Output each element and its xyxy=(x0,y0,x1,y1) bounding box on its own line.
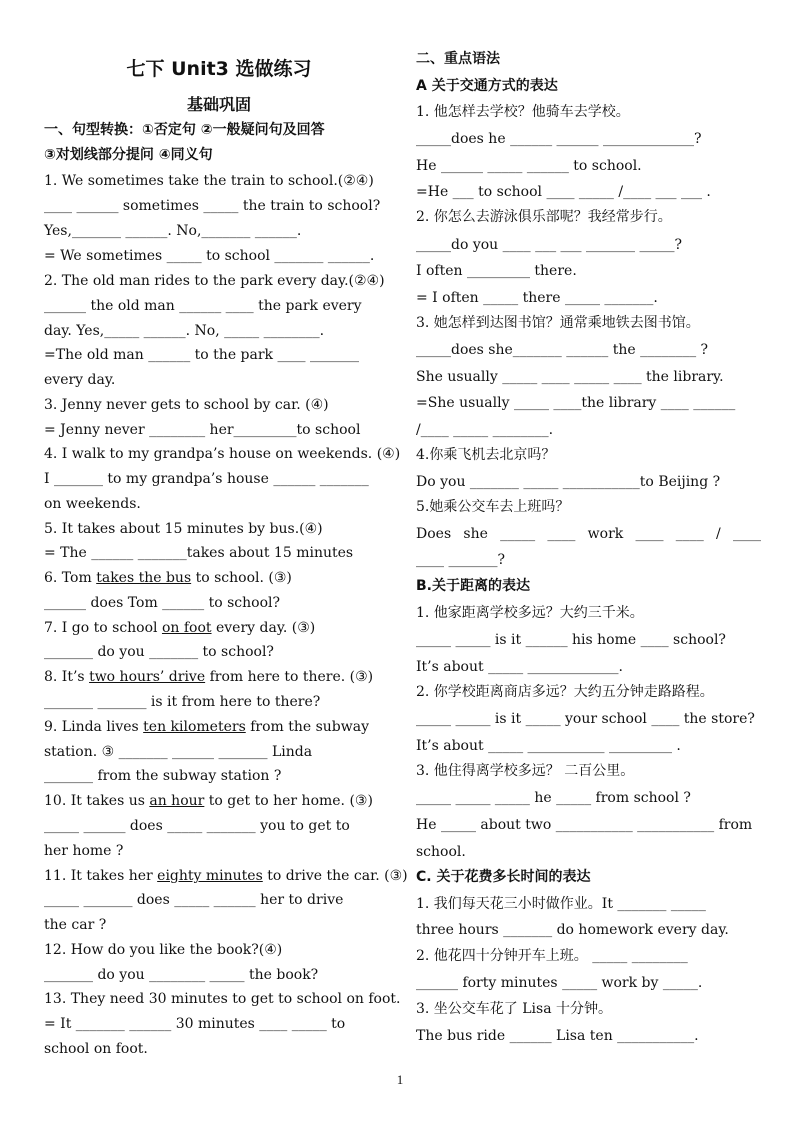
q10-prompt: 10. It takes us an hour to get to her home. (③) xyxy=(44,793,373,809)
a2-prompt: 2. 你怎么去游泳俱乐部呢？我经常步行。 xyxy=(416,209,672,225)
q1-prompt: 1. We sometimes take the train to school.(②④) xyxy=(44,173,374,189)
b3-blank-2: He _____ about two ___________ ___________ from xyxy=(416,817,753,833)
q7-blank-1: _______ do you _______ to school? xyxy=(44,644,274,660)
b1-prompt: 1. 他家距离学校多远？大约三千米。 xyxy=(416,605,644,621)
a1-blank-1: _____does he ______ ______ _____________? xyxy=(416,131,702,147)
section-heading-1-cont: ③对划线部分提问 ④同义句 xyxy=(44,147,213,163)
b3-blank-3: school. xyxy=(416,844,466,860)
q6-underlined-part: takes the bus xyxy=(96,570,192,586)
q1-blank-3: = We sometimes _____ to school _______ ______. xyxy=(44,248,375,264)
q8-prompt: 8. It’s two hours’ drive from here to there. (③) xyxy=(44,669,374,685)
q12-prompt: 12. How do you like the book?(④) xyxy=(44,942,283,958)
q2-blank-2: day. Yes,_____ ______. No, _____ ________. xyxy=(44,323,325,339)
a5-prompt: 5.她乘公交车去上班吗？ xyxy=(416,499,570,515)
q4-blank-1: I _______ to my grandpa’s house ______ _______ xyxy=(44,471,369,487)
a2-blank-1: _____do you ____ ___ ___ _______ _____? xyxy=(416,237,682,253)
a4-blank-1: Do you _______ _____ ___________to Beijing ? xyxy=(416,474,721,490)
q2-blank-3: =The old man ______ to the park ____ _______ xyxy=(44,347,359,363)
q10-underlined-part: an hour xyxy=(149,793,205,809)
q13-blank-2: school on foot. xyxy=(44,1041,148,1057)
q9-blank-2: _______ from the subway station ? xyxy=(44,768,282,784)
q2-blank-1: ______ the old man ______ ____ the park every xyxy=(44,298,362,314)
a2-blank-3: = I often _____ there _____ _______. xyxy=(416,290,658,306)
q11-underlined-part: eighty minutes xyxy=(157,868,263,884)
q11-blank-1: _____ _______ does _____ ______ her to drive xyxy=(44,892,344,908)
a4-prompt: 4.你乘飞机去北京吗？ xyxy=(416,447,556,463)
a3-blank-2: She usually _____ ____ _____ ____ the library. xyxy=(416,369,724,385)
b1-blank-1: _____ _____ is it ______ his home ____ school? xyxy=(416,632,726,648)
q10-blank-2: her home ? xyxy=(44,843,124,859)
q2-blank-4: every day. xyxy=(44,372,116,388)
q8-blank-1: _______ _______ is it from here to there? xyxy=(44,694,321,710)
c3-blank-1: The bus ride ______ Lisa ten ___________. xyxy=(416,1028,699,1044)
q9-underlined-part: ten kilometers xyxy=(143,719,246,735)
q8-underlined-part: two hours’ drive xyxy=(89,669,206,685)
q4-blank-2: on weekends. xyxy=(44,496,141,512)
b2-prompt: 2. 你学校距离商店多远？大约五分钟走路路程。 xyxy=(416,684,714,700)
page-number: 1 xyxy=(396,1072,404,1087)
q7-prompt: 7. I go to school on foot every day. (③) xyxy=(44,620,316,636)
a2-blank-2: I often _________ there. xyxy=(416,263,577,279)
q6-blank-1: ______ does Tom ______ to school? xyxy=(44,595,281,611)
a3-blank-1: _____does she_______ ______ the ________ ? xyxy=(416,342,709,358)
q1-blank-1: ____ ______ sometimes _____ the train to school? xyxy=(44,198,381,214)
q11-blank-2: the car ? xyxy=(44,917,107,933)
c3-prompt: 3. 坐公交车花了 Lisa 十分钟。 xyxy=(416,1001,613,1017)
q2-prompt: 2. The old man rides to the park every day.(②④) xyxy=(44,273,385,289)
b2-blank-1: _____ _____ is it _____ your school ____ the store? xyxy=(416,711,755,727)
q6-prompt: 6. Tom takes the bus to school. (③) xyxy=(44,570,292,586)
section-b-heading: B.关于距离的表达 xyxy=(416,578,530,594)
a3-blank-4: /____ _____ ________. xyxy=(416,422,554,438)
q3-blank-1: = Jenny never ________ her_________to school xyxy=(44,422,361,438)
a1-blank-2: He ______ _____ ______ to school. xyxy=(416,158,642,174)
a3-blank-3: =She usually _____ ____the library ____ ______ xyxy=(416,395,736,411)
a1-blank-3: =He ___ to school ____ _____ /____ ___ ___ . xyxy=(416,184,711,200)
a1-prompt: 1. 他怎样去学校？他骑车去学校。 xyxy=(416,104,630,120)
b3-blank-1: _____ _____ _____ he _____ from school ? xyxy=(416,790,691,806)
q12-blank-1: _______ do you ________ _____ the book? xyxy=(44,967,319,983)
c2-blank-1: ______ forty minutes _____ work by _____. xyxy=(416,975,703,991)
q1-blank-2: Yes,_______ ______. No,_______ ______. xyxy=(44,223,302,239)
q7-underlined-part: on foot xyxy=(161,620,212,636)
page-subtitle: 基础巩固 xyxy=(186,95,251,114)
section-c-heading: C. 关于花费多长时间的表达 xyxy=(416,869,591,885)
section-heading-2: 二、重点语法 xyxy=(416,51,500,67)
b2-blank-2: It’s about _____ ___________ _________ . xyxy=(416,738,681,754)
c1-prompt: 1. 我们每天花三小时做作业。It _______ _____ xyxy=(416,896,706,912)
c2-prompt: 2. 他花四十分钟开车上班。 _____ ________ xyxy=(416,948,688,964)
section-heading-1: 一、句型转换：①否定句 ②一般疑问句及回答 xyxy=(44,122,325,138)
a3-prompt: 3. 她怎样到达图书馆？通常乘地铁去图书馆。 xyxy=(416,315,700,331)
b1-blank-2: It’s about _____ _____________. xyxy=(416,659,623,675)
section-a-heading: A 关于交通方式的表达 xyxy=(416,78,558,94)
q5-blank-1: = The ______ _______takes about 15 minutes xyxy=(44,545,354,561)
page-title: 七下 Unit3 选做练习 xyxy=(126,58,312,80)
q11-prompt: 11. It takes her eighty minutes to drive the car. (③) xyxy=(44,868,408,884)
q9-prompt: 9. Linda lives ten kilometers from the subway xyxy=(44,719,370,735)
b3-prompt: 3. 他住得离学校多远？ 二百公里。 xyxy=(416,763,635,779)
q13-blank-1: = It _______ ______ 30 minutes ____ _____ to xyxy=(44,1016,346,1032)
q9-blank-1: station. ③ _______ ______ _______ Linda xyxy=(44,744,313,760)
q5-prompt: 5. It takes about 15 minutes by bus.(④) xyxy=(44,521,323,537)
c1-blank-1: three hours _______ do homework every day. xyxy=(416,922,729,938)
q10-blank-1: _____ ______ does _____ _______ you to get to xyxy=(44,818,350,834)
a5-blank-1: Does she _____ ____ work ____ ____ / ____ xyxy=(416,526,761,542)
q3-prompt: 3. Jenny never gets to school by car. (④) xyxy=(44,397,329,413)
q4-prompt: 4. I walk to my grandpa’s house on weekends. (④) xyxy=(44,446,401,462)
a5-blank-2: ____ _______? xyxy=(416,552,505,568)
q13-prompt: 13. They need 30 minutes to get to school on foot. xyxy=(44,991,401,1007)
